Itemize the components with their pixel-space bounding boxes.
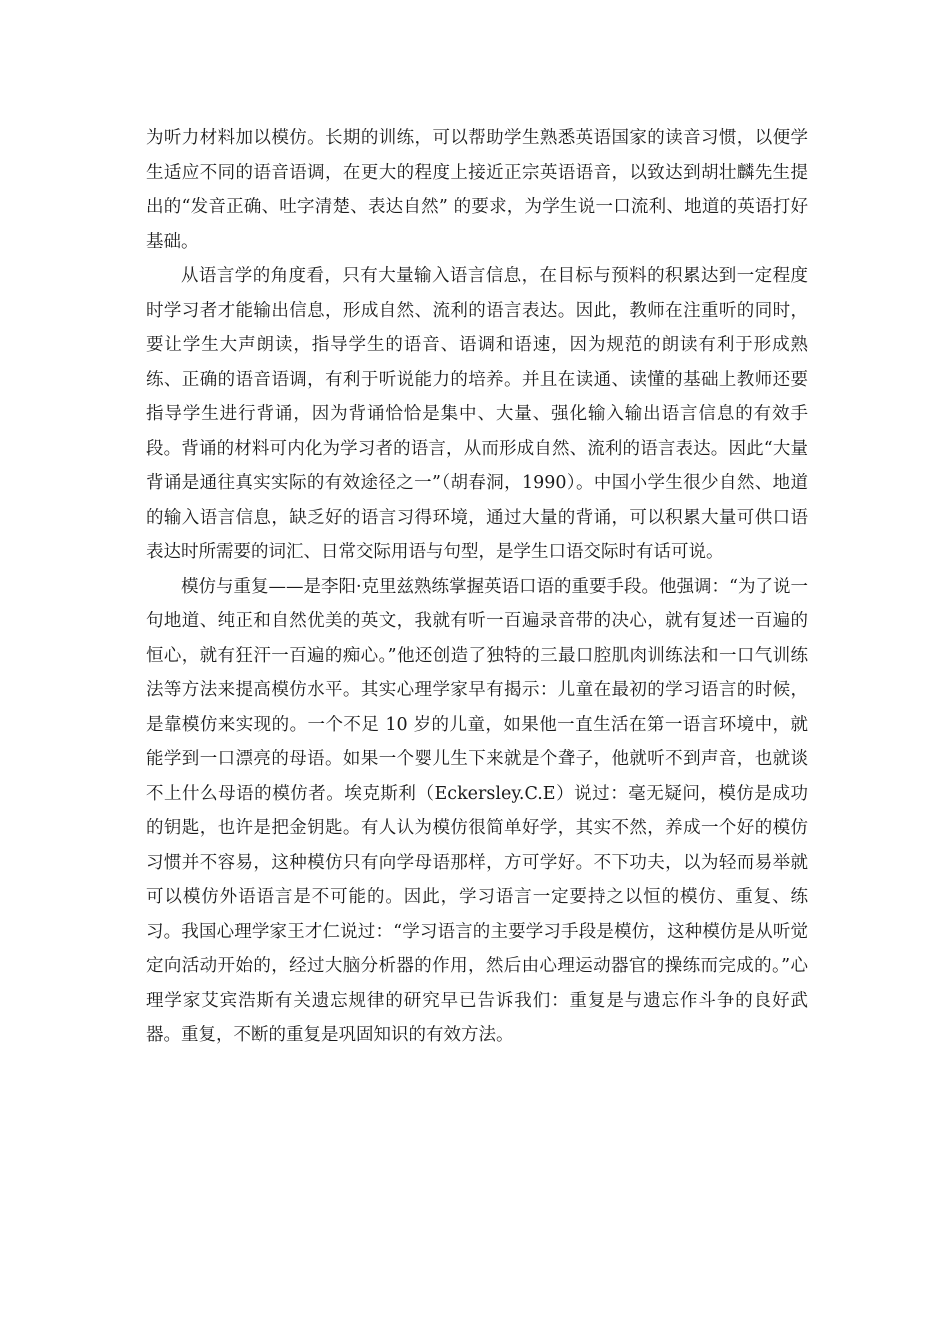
paragraph-imitation-repetition: 模仿与重复——是李阳·克里兹熟练掌握英语口语的重要手段。他强调：“为了说一句地道、纯正和自然优美的英文，我就有听一百遍录音带的决心，就有复述一百遍的恒心，就有狂汗一百遍的痴心。”他还创造了独特的三最口腔肌肉训练法和一口气训练法等方法来提高模仿水平。其实心理学家早有揭示：儿童在最初的学习语言的时候，是靠模仿来实现的。一个不足 10 岁的儿童，如果他一直生活在第一语言环境中，就能学到一口漂亮的母语。如果一个婴儿生下来就是个聋子，他就听不到声音，也就谈不上什么母语的模仿者。埃克斯利（Eckersley.C.E）说过：毫无疑问，模仿是成功的钥匙，也许是把金钥匙。有人认为模仿很简单好学，其实不然，养成一个好的模仿习惯并不容易，这种模仿只有向学母语那样，方可学好。不下功夫，以为轻而易举就可以模仿外语语言是不可能的。因此，学习语言一定要持之以恒的模仿、重复、练习。我国心理学家王才仁说过：“学习语言的主要学习手段是模仿，这种模仿是从听觉定向活动开始的，经过大脑分析器的作用，然后由心理运动器官的操练而完成的。”心理学家艾宾浩斯有关遗忘规律的研究早已告诉我们：重复是与遗忘作斗争的良好武器。重复，不断的重复是巩固知识的有效方法。 bbox=[146, 576, 809, 1045]
paragraph-continued: 为听力材料加以模仿。长期的训练，可以帮助学生熟悉英语国家的读音习惯，以便学生适应不同的语音语调，在更大的程度上接近正宗英语语音，以致达到胡壮麟先生提出的“发音正确、吐字清楚、表达自然” 的要求，为学生说一口流利、地道的英语打好基础。 bbox=[146, 128, 808, 252]
paragraph-linguistics: 从语言学的角度看，只有大量输入语言信息，在目标与预料的积累达到一定程度时学习者才能输出信息，形成自然、流利的语言表达。因此，教师在注重听的同时，要让学生大声朗读，指导学生的语音、语调和语速，因为规范的朗读有利于形成熟练、正确的语音语调，有利于听说能力的培养。并且在读通、读懂的基础上教师还要指导学生进行背诵，因为背诵恰恰是集中、大量、强化输入输出语言信息的有效手段。背诵的材料可内化为学习者的语言，从而形成自然、流利的语言表达。因此“大量背诵是通往真实实际的有效途径之一”（胡春洞，1990）。中国小学生很少自然、地道的输入语言信息，缺乏好的语言习得环境，通过大量的背诵，可以积累大量可供口语表达时所需要的词汇、日常交际用语与句型，是学生口语交际时有话可说。 bbox=[146, 266, 808, 562]
document-body bbox=[146, 121, 808, 1053]
